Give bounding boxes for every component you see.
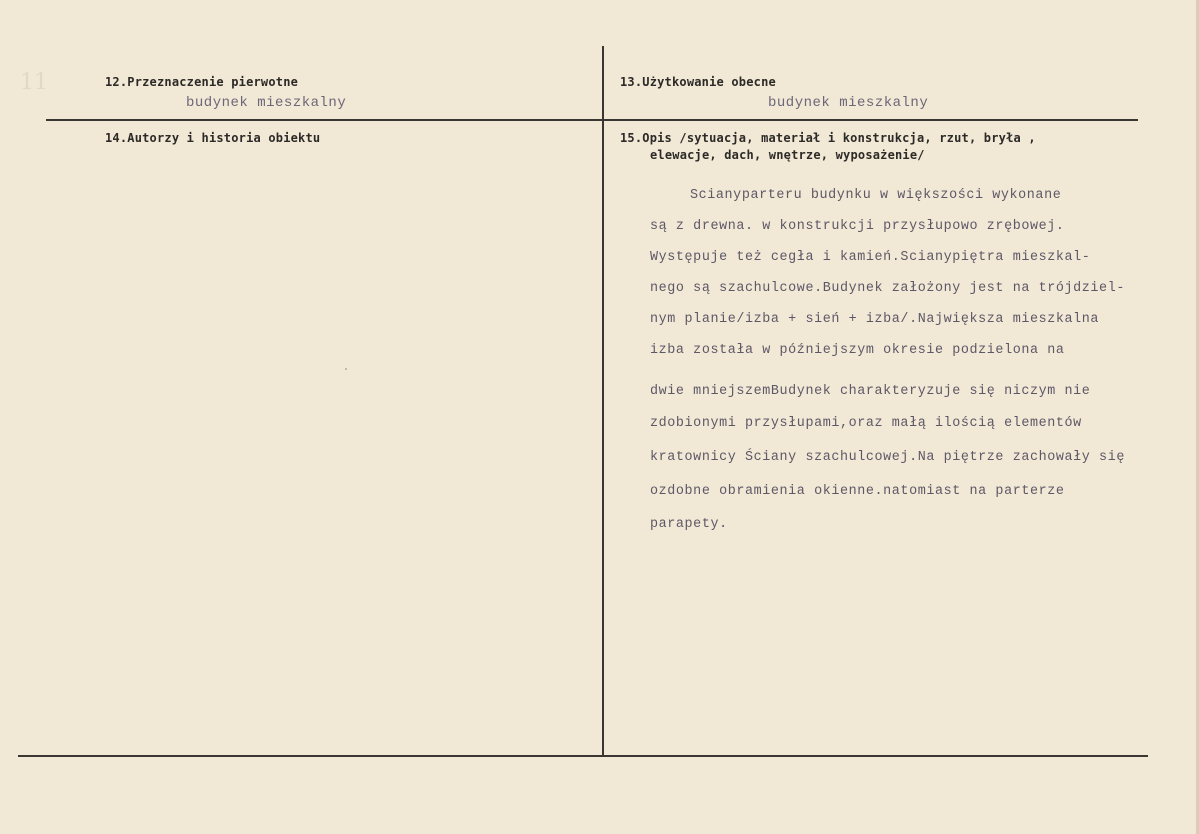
description-line: nego są szachulcowe.Budynek założony jest na trójdziel- xyxy=(650,281,1125,296)
description-line: są z drewna. w konstrukcji przysłupowo zrębowej. xyxy=(650,219,1065,234)
column-divider xyxy=(602,46,604,756)
margin-mark: 11 xyxy=(20,70,48,95)
description-line: izba została w późniejszym okresie podzielona na xyxy=(650,343,1065,358)
description-line: nym planie/izba + sień + izba/.Największa mieszkalna xyxy=(650,312,1100,327)
row-divider-top xyxy=(46,119,1138,121)
row-divider-bottom xyxy=(18,755,1148,757)
paper-speck xyxy=(345,368,347,370)
field-13-value: budynek mieszkalny xyxy=(768,95,929,111)
field-13-heading: 13.Użytkowanie obecne xyxy=(620,75,776,89)
description-line: Występuje też cegła i kamień.Scianypiętra mieszkal- xyxy=(650,250,1091,265)
field-12-value: budynek mieszkalny xyxy=(186,95,347,111)
description-line: parapety. xyxy=(650,517,728,532)
description-line: kratownicy Ściany szachulcowej.Na piętrze zachowały się xyxy=(650,450,1125,465)
field-12-heading: 12.Przeznaczenie pierwotne xyxy=(105,75,299,89)
description-line: ozdobne obramienia okienne.natomiast na parterze xyxy=(650,484,1065,499)
description-line: dwie mniejszemBudynek charakteryzuje się niczym nie xyxy=(650,384,1091,399)
description-line: zdobionymi przysłupami,oraz małą ilością elementów xyxy=(650,416,1082,431)
field-15-heading-line1: 15.Opis /sytuacja, materiał i konstrukcja, rzut, bryła , xyxy=(620,131,1036,145)
description-line: Scianyparteru budynku w większości wykonane xyxy=(690,188,1062,203)
field-15-heading-line2: elewacje, dach, wnętrze, wyposażenie/ xyxy=(650,148,925,162)
field-14-heading: 14.Autorzy i historia obiektu xyxy=(105,131,321,145)
